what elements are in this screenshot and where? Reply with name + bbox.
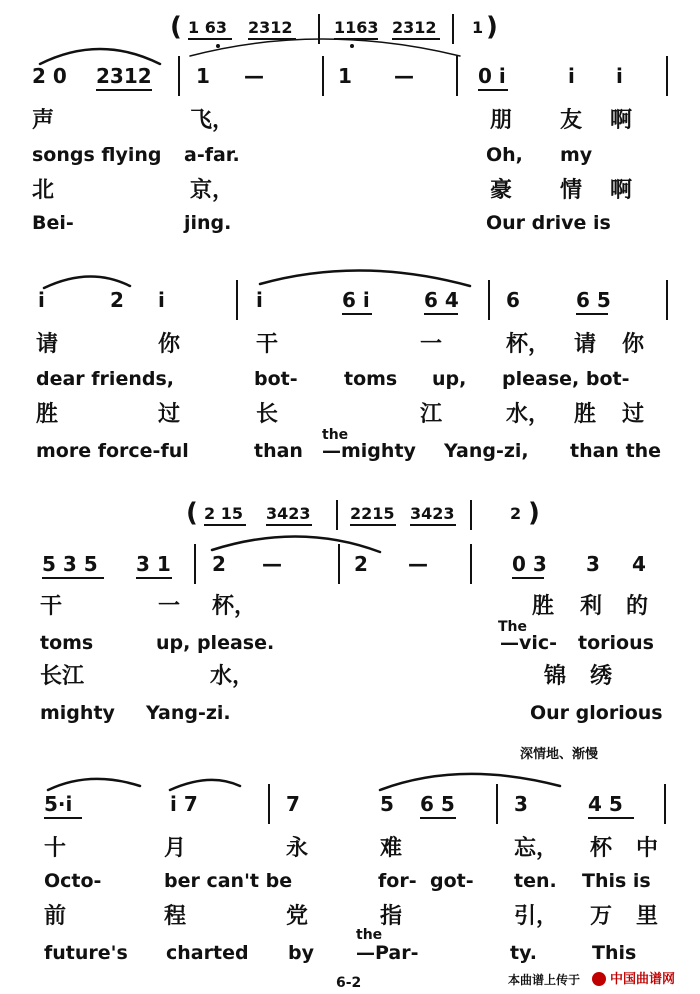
lyric-en: Yang-zi.	[146, 702, 231, 724]
slur-mark	[380, 774, 560, 790]
lyric-zh: 指	[380, 904, 403, 929]
intro-notes: 2312	[248, 18, 293, 37]
lyric-en: —Par-	[356, 942, 419, 964]
intro-notes: 1	[472, 18, 484, 37]
lyric-zh: 江	[420, 402, 443, 427]
lyric-en: toms	[344, 368, 398, 390]
intro-notes: 1 63	[188, 18, 227, 37]
lyric-zh: 月	[164, 836, 187, 861]
lyric-en: mighty	[40, 702, 115, 724]
note-group: 6 i	[342, 288, 370, 312]
lyric-zh: 的	[626, 594, 649, 619]
lyric-zh: 长	[256, 402, 279, 427]
lyric-zh: 忘，	[514, 836, 559, 861]
lyric-zh: 胜	[36, 402, 59, 427]
lyric-zh: 豪	[490, 178, 513, 203]
note-group: 6 4	[424, 288, 459, 312]
lyric-zh: 锦	[544, 664, 567, 689]
dash: —	[262, 552, 282, 576]
note: 6	[506, 288, 520, 312]
dash: —	[394, 64, 414, 88]
lyric-zh: 杯，	[506, 332, 551, 357]
lyric-en: toms	[40, 632, 94, 654]
note-group: i 7	[170, 792, 198, 816]
intro-notes: 1163	[334, 18, 379, 37]
intro-notes: 3423	[410, 504, 455, 523]
intro-notes: 2312	[392, 18, 437, 37]
slur-mark	[260, 270, 470, 286]
octave-dot	[350, 44, 354, 48]
lyric-en: Oh,	[486, 144, 523, 166]
lyric-zh: 飞，	[190, 108, 235, 133]
upload-note: 本曲谱上传于	[508, 973, 581, 987]
lyric-en: got-	[430, 870, 474, 892]
note: 3	[514, 792, 528, 816]
lyric-en: Yang-zi,	[444, 440, 529, 462]
lyric-en: Bei-	[32, 212, 74, 234]
lyric-en: my	[560, 144, 593, 166]
lyric-en: up, please.	[156, 632, 275, 654]
lyric-zh: 前	[44, 904, 67, 929]
note: 1	[196, 64, 210, 88]
intro-open-paren: (	[170, 12, 182, 42]
lyric-en: than the	[570, 440, 662, 462]
lyric-zh: 你	[158, 332, 181, 357]
lyric-zh: 情	[560, 178, 583, 203]
lyric-zh: 绣	[590, 664, 613, 689]
lyric-en: songs flying	[32, 144, 162, 166]
note: 2	[110, 288, 124, 312]
note: i	[38, 288, 45, 312]
lyric-en: jing.	[184, 212, 232, 234]
lyric-en: ty.	[510, 942, 537, 964]
lyric-zh: 杯，	[212, 594, 257, 619]
note: 4	[632, 552, 646, 576]
lyric-zh: 友	[560, 108, 583, 133]
lyric-zh: 胜	[574, 402, 597, 427]
note-group: 3 1	[136, 552, 171, 576]
lyric-zh: 水，	[210, 664, 255, 689]
slur-mark	[44, 276, 130, 288]
lyric-zh: 长江	[40, 664, 85, 689]
note-group: 5·i	[44, 792, 73, 816]
lyric-zh: 啊	[610, 108, 633, 133]
slur-mark	[48, 779, 140, 790]
intro-notes: 2	[510, 504, 522, 523]
lyric-zh: 利	[580, 594, 603, 619]
lyric-zh: 水，	[506, 402, 551, 427]
page-number: 6-2	[336, 975, 362, 991]
lyric-zh: 北	[32, 178, 55, 203]
lyric-zh: 请	[574, 332, 597, 357]
lyric-zh: 胜	[532, 594, 555, 619]
lyric-en: —mighty	[322, 440, 416, 462]
lyric-zh: 京，	[190, 178, 235, 203]
lyric-zh: 一	[420, 332, 443, 357]
lyric-zh: 朋	[490, 108, 513, 133]
lyric-en: charted	[166, 942, 249, 964]
lyric-zh: 声	[32, 108, 55, 133]
lyric-en: —vic-	[500, 632, 558, 654]
intro-close-paren: )	[528, 498, 540, 528]
lyric-en: by	[288, 942, 314, 964]
note: i	[616, 64, 623, 88]
lyric-zh: 过	[158, 402, 181, 427]
intro-notes: 2 15	[204, 504, 243, 523]
octave-dot	[216, 44, 220, 48]
lyric-en-small: the	[322, 427, 349, 443]
lyric-en: torious	[578, 632, 654, 654]
lyric-zh: 干	[256, 332, 279, 357]
lyric-en: ber can't be	[164, 870, 293, 892]
note: i	[158, 288, 165, 312]
lyric-zh: 引，	[514, 904, 559, 929]
note: 2	[212, 552, 226, 576]
lyric-zh: 党	[286, 904, 309, 929]
lyric-en: This is	[582, 870, 651, 892]
note-group: 6 5	[420, 792, 455, 816]
intro-notes: 2215	[350, 504, 395, 523]
note-group: 0 i	[478, 64, 506, 88]
lyric-zh: 你	[622, 332, 645, 357]
lyric-zh: 里	[636, 904, 659, 929]
lyric-en: for-	[378, 870, 417, 892]
lyric-zh: 万	[590, 904, 613, 929]
note-group: 0 3	[512, 552, 547, 576]
lyric-en: than	[254, 440, 303, 462]
lyric-en-small: The	[498, 619, 528, 635]
dash: —	[408, 552, 428, 576]
lyric-en: Octo-	[44, 870, 102, 892]
intro-open-paren: (	[186, 498, 198, 528]
site-name: 中国曲谱网	[610, 972, 676, 987]
lyric-en: bot-	[254, 368, 298, 390]
note: 1	[338, 64, 352, 88]
lyric-en: a-far.	[184, 144, 240, 166]
note: i	[256, 288, 263, 312]
lyric-en: ten.	[514, 870, 557, 892]
note: i	[568, 64, 575, 88]
intro-close-paren: )	[486, 12, 498, 42]
note-group: 5 3 5	[42, 552, 98, 576]
note-group: 4 5	[588, 792, 623, 816]
note: 2	[354, 552, 368, 576]
dash: —	[244, 64, 264, 88]
lyric-zh: 干	[40, 594, 63, 619]
lyric-en: Our drive is	[486, 212, 611, 234]
lyric-en-small: the	[356, 927, 383, 943]
note: 5	[380, 792, 394, 816]
lyric-en: dear friends,	[36, 368, 174, 390]
intro-notes: 3423	[266, 504, 311, 523]
lyric-zh: 请	[36, 332, 59, 357]
lyric-en: future's	[44, 942, 128, 964]
note: 3	[586, 552, 600, 576]
expression-marking: 深情地、渐慢	[520, 747, 599, 762]
lyric-en: more force-ful	[36, 440, 189, 462]
lyric-en: This	[592, 942, 637, 964]
lyric-zh: 过	[622, 402, 645, 427]
lyric-en: up,	[432, 368, 467, 390]
slur-mark	[170, 780, 240, 790]
slur-mark	[212, 536, 380, 552]
note-group: 2312	[96, 64, 152, 88]
note: 7	[286, 792, 300, 816]
lyric-zh: 啊	[610, 178, 633, 203]
slur-mark	[190, 39, 460, 56]
lyric-zh: 程	[164, 904, 187, 929]
lyric-zh: 难	[380, 836, 403, 861]
slur-mark	[40, 49, 160, 64]
lyric-zh: 永	[286, 836, 309, 861]
note-group: 6 5	[576, 288, 611, 312]
note-group: 2 0	[32, 64, 67, 88]
lyric-en: please, bot-	[502, 368, 630, 390]
lyric-en: Our glorious	[530, 702, 663, 724]
lyric-zh: 一	[158, 594, 181, 619]
lyric-zh: 十	[44, 836, 67, 861]
lyric-zh: 杯	[590, 836, 613, 861]
lyric-zh: 中	[636, 836, 659, 861]
